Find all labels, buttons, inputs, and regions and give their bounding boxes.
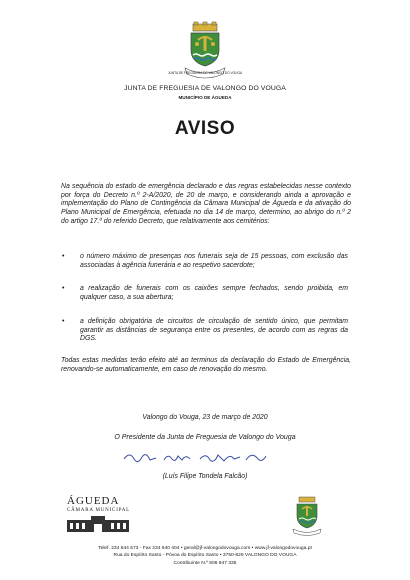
footer-tax-id: Contribuinte N.º 506 947 335 — [173, 561, 237, 566]
municipality-name: MUNICÍPIO DE ÁGUEDA — [178, 95, 232, 100]
bullet-marker: • — [62, 318, 65, 325]
agueda-logo-text: ÁGUEDA — [67, 495, 120, 507]
organization-name: JUNTA DE FREGUESIA DE VALONGO DO VOUGA — [124, 85, 286, 92]
parish-crest-logo — [167, 22, 243, 80]
bullet-item-2: a realização de funerais com os caixões sempre fechados, sendo proibida, em qualquer caso, a sua abertura; — [80, 285, 348, 301]
crest-motto: JUNTA DE FREGUESIA DE VALONGO DO VOUGA — [167, 71, 243, 75]
closing-paragraph: Todas estas medidas terão efeito até ao terminus da declaração do Estado de Emergência, renovando-se automaticamente, em caso de renovação do mesmo. — [61, 357, 351, 373]
town-hall-icon — [67, 516, 129, 532]
place-date: Valongo do Vouga, 23 de março de 2020 — [142, 414, 268, 421]
signer-name: (Luís Filipe Tondela Falcão) — [162, 473, 248, 480]
bullet-marker: • — [62, 285, 65, 292]
parish-crest-small-logo — [287, 496, 327, 536]
handwritten-signature — [120, 445, 270, 469]
footer-contacts: Telef. 234 644 573 - Fax 234 640 404 • geral@jf-valongodovouga.com • www.jf-valongodovouga.pt — [98, 546, 312, 551]
intro-paragraph: Na sequência do estado de emergência declarado e das regras estabelecidas nesse contexto por força do Decreto n.º 2-A/2020, de 20 de março, e considerando ainda a aprovação e implementação do Plano de Contingência da Câmara Municipal de Águeda e da ativação do Plano Municipal de Emergência, efetuada no dia 14 de março, determino, ao abrigo do n.º 2 do artigo 17.º do referido Decreto, que relativamente aos cemitérios: — [61, 183, 351, 225]
bullet-item-3: a definição obrigatória de circuitos de circulação de sentido único, que permitam garantir as distâncias de segurança entre os presentes, de acordo com as regras da DGS. — [80, 318, 348, 343]
signature-role: O Presidente da Junta de Freguesia de Valongo do Vouga — [114, 434, 296, 441]
bullet-item-1: o número máximo de presenças nos funerais seja de 15 pessoas, com exclusão das associadas à agência funerária e ao respetivo sacerdote; — [80, 253, 348, 269]
agueda-logo-subtitle: CÂMARA MUNICIPAL — [67, 508, 131, 513]
document-title: AVISO — [174, 118, 236, 139]
footer-address: Rua do Espírito Santo - Póvoa do Espírito Santo • 3750-829 VALONGO DO VOUGA — [113, 553, 297, 558]
bullet-marker: • — [62, 253, 65, 260]
